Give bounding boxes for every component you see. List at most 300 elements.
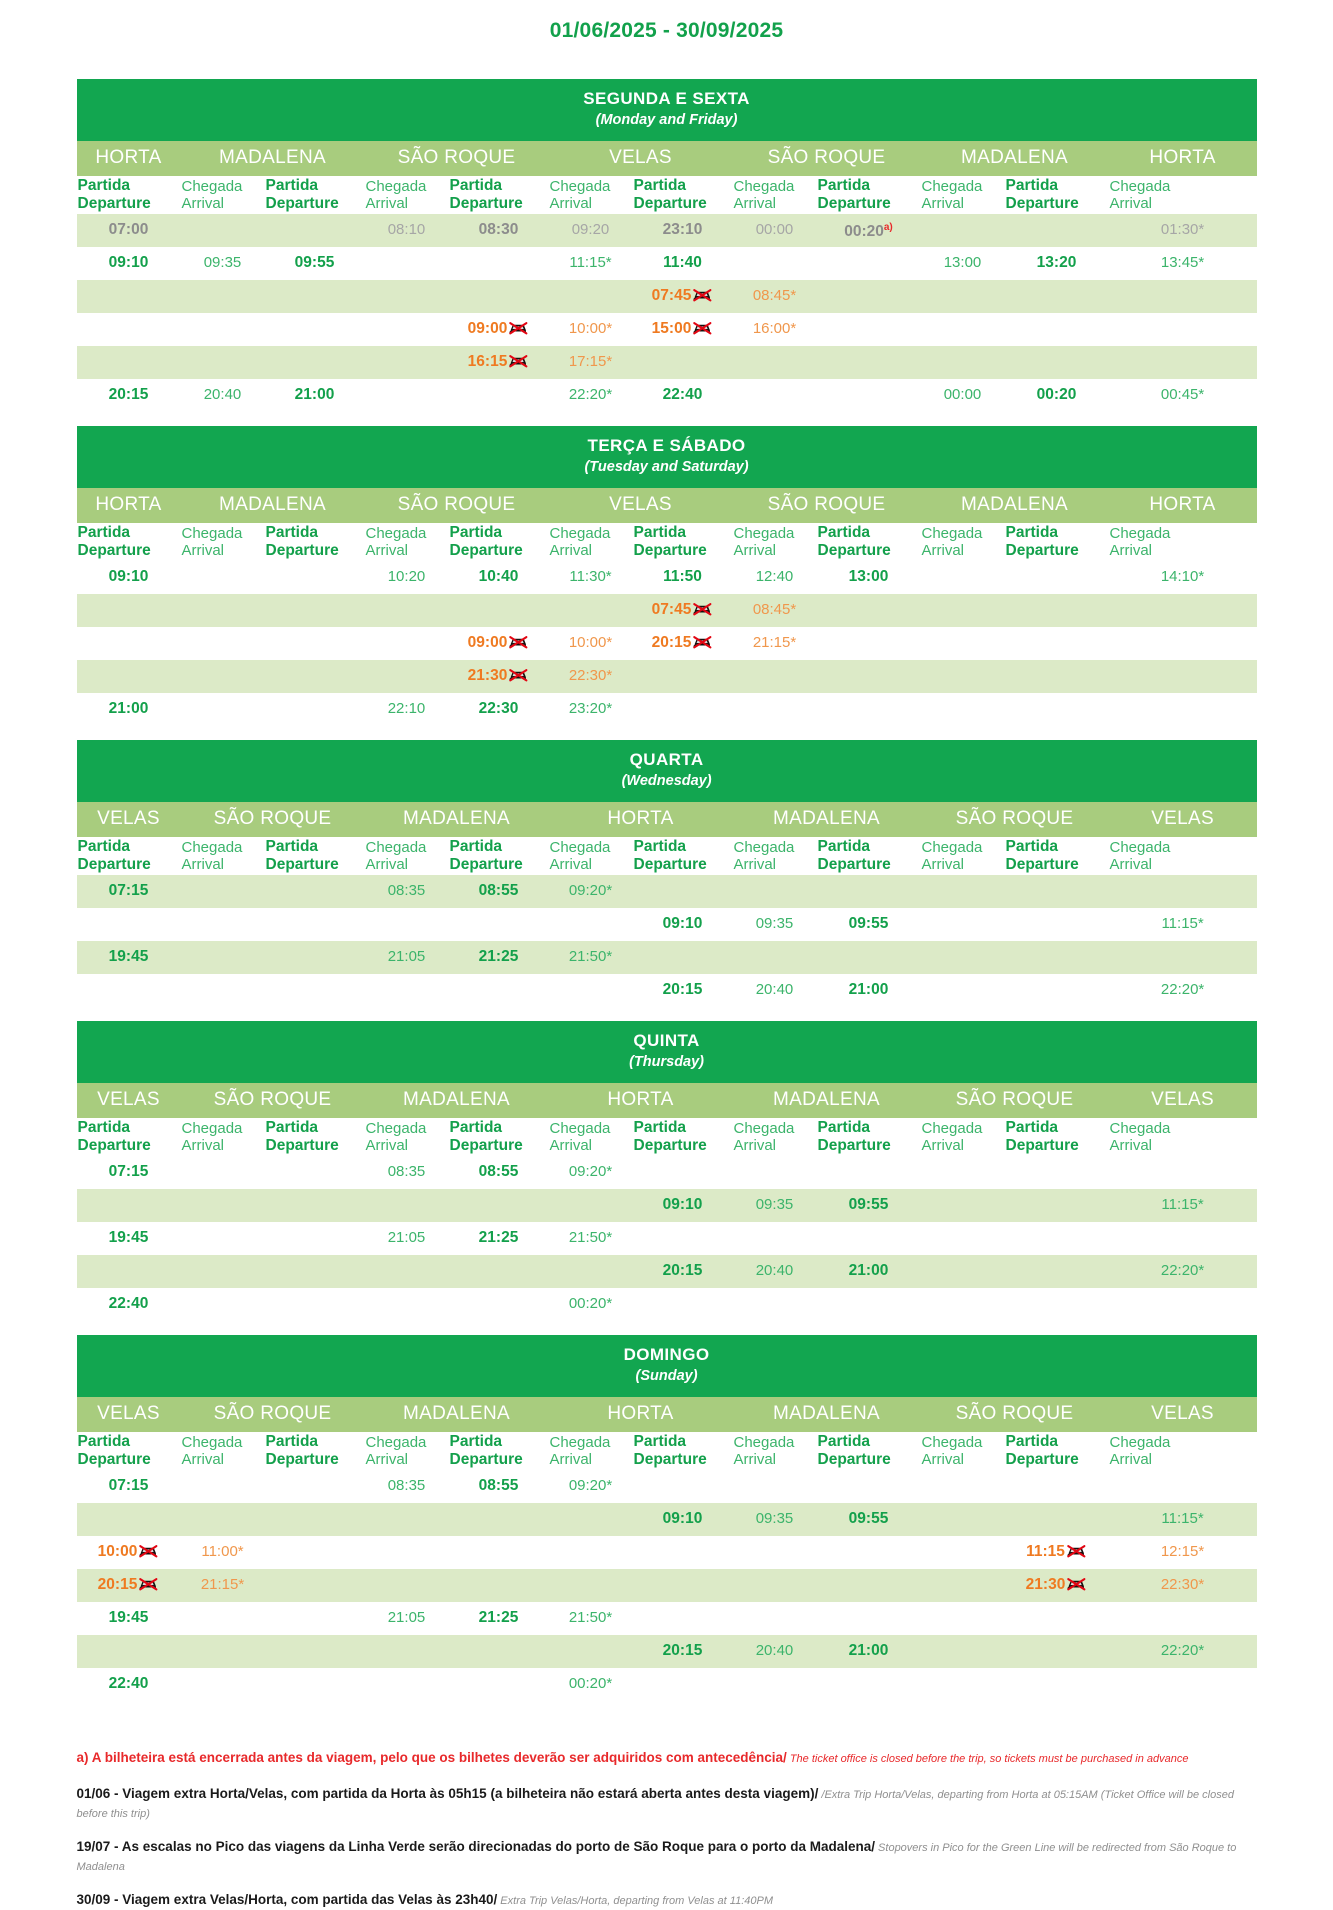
departure-time: 07:15 [108, 882, 149, 899]
day-header-row [77, 1335, 1257, 1397]
departure-time: 20:15 [97, 1576, 138, 1593]
timetable-cell [817, 1470, 921, 1503]
timetable-cell [181, 280, 265, 313]
timetable-cell [1005, 313, 1109, 346]
timetable-cell [77, 1602, 181, 1635]
timetable-row [77, 974, 1257, 1007]
arrival-time: 13:00 [943, 254, 982, 271]
timetable-cell [633, 1503, 733, 1536]
timetable-cell [817, 875, 921, 908]
footnote-3 [77, 1838, 1257, 1876]
timetable-cell [733, 280, 817, 313]
departure-time: 21:00 [848, 1642, 889, 1659]
footnote-1 [77, 1749, 1257, 1768]
arrival-time: 21:15* [752, 634, 797, 651]
footnote-text-pt: 30/09 - Viagem extra Velas/Horta, com partida das Velas às 23h40/ [76, 1892, 498, 1907]
timetable-cell [817, 1222, 921, 1255]
footnotes [77, 1715, 1257, 1910]
day-header-row [77, 426, 1257, 488]
departure-time: 09:10 [108, 568, 149, 585]
timetable-cell [1109, 1503, 1257, 1536]
timetable-cell [1109, 379, 1257, 412]
arrival-time: 22:10 [387, 700, 426, 717]
timetable-cell [633, 594, 733, 627]
subheader-departure-11: Partida Departure [1005, 1433, 1079, 1468]
arrival-time: 09:35 [755, 1196, 794, 1213]
subheader-arrival-4: Chegada Arrival [365, 525, 427, 559]
timetable-cell [733, 627, 817, 660]
port-header-7: HORTA [1109, 488, 1257, 523]
timetable-cell [449, 280, 549, 313]
timetable-cell [633, 561, 733, 594]
subheader-departure-11: Partida Departure [1005, 838, 1079, 873]
no-car-icon [1066, 1577, 1087, 1591]
timetable-cell [921, 1569, 1005, 1602]
port-header-2: MADALENA [181, 488, 365, 523]
timetable-cell [365, 1288, 449, 1321]
port-header-4: VELAS [549, 141, 733, 176]
subheader-departure-5: Partida Departure [449, 838, 523, 873]
timetable-cell [733, 1668, 817, 1701]
subheader-arrival-6: Chegada Arrival [549, 1120, 611, 1154]
timetable-cell [817, 280, 921, 313]
port-header-6: SÃO ROQUE [921, 802, 1109, 837]
timetable-cell [1109, 1536, 1257, 1569]
timetable-cell [817, 908, 921, 941]
timetable-cell [921, 313, 1005, 346]
timetable-cell [733, 1189, 817, 1222]
timetable-cell [633, 280, 733, 313]
departure-time: 21:25 [478, 948, 519, 965]
port-header-5: MADALENA [733, 802, 921, 837]
subheader-arrival-6: Chegada Arrival [549, 178, 611, 212]
timetable-quinta [77, 1021, 1257, 1321]
arrival-time: 11:15* [1161, 1196, 1204, 1213]
timetable-cell [921, 280, 1005, 313]
departure-time: 09:55 [848, 1510, 889, 1527]
subheader-row [77, 1118, 1257, 1156]
timetable-cell [817, 627, 921, 660]
arrival-time: 09:20* [568, 1477, 613, 1494]
timetable-cell [733, 1569, 817, 1602]
timetable-cell [817, 941, 921, 974]
subheader-arrival-8: Chegada Arrival [733, 1120, 795, 1154]
timetable-cell [633, 1189, 733, 1222]
timetable-cell [549, 875, 633, 908]
timetable-cell [733, 1635, 817, 1668]
timetable-cell [1005, 561, 1109, 594]
footnote-2 [77, 1785, 1257, 1823]
port-header-row [77, 488, 1257, 523]
arrival-time: 08:35 [387, 882, 426, 899]
timetable-cell [77, 1536, 181, 1569]
timetable-cell [265, 214, 365, 247]
departure-time: 23:10 [662, 221, 703, 238]
timetable-cell [365, 1255, 449, 1288]
timetable-cell [449, 627, 549, 660]
arrival-time: 21:50* [568, 948, 613, 965]
timetable-cell [733, 660, 817, 693]
day-name-en: (Sunday) [635, 1368, 698, 1384]
timetable-cell [365, 908, 449, 941]
port-header-3: SÃO ROQUE [365, 141, 549, 176]
timetable-cell [921, 247, 1005, 280]
timetable-cell [921, 974, 1005, 1007]
timetable-cell [817, 379, 921, 412]
timetable-cell [733, 313, 817, 346]
port-header-2: SÃO ROQUE [181, 1397, 365, 1432]
timetable-cell [449, 941, 549, 974]
subheader-arrival-2: Chegada Arrival [181, 1434, 243, 1468]
timetable-domingo [77, 1335, 1257, 1701]
subheader-departure-7: Partida Departure [633, 1119, 707, 1154]
footnote-text-pt: 19/07 - As escalas no Pico das viagens da Linha Verde serão direcionadas do porto de São Roque para o porto da Madalena/ [76, 1839, 875, 1854]
no-car-icon [138, 1577, 159, 1591]
timetable-cell [549, 280, 633, 313]
timetable-cell [1109, 1569, 1257, 1602]
timetable-cell [365, 313, 449, 346]
arrival-time: 21:05 [387, 1609, 426, 1626]
timetable-cell [77, 561, 181, 594]
arrival-time: 22:20* [1160, 1262, 1205, 1279]
port-header-1: VELAS [77, 1083, 181, 1118]
arrival-time: 09:20* [568, 1163, 613, 1180]
arrival-time: 16:00* [752, 320, 797, 337]
timetable-cell [733, 1536, 817, 1569]
departure-time: 09:55 [848, 915, 889, 932]
timetable-row [77, 1635, 1257, 1668]
timetable-cell [449, 214, 549, 247]
arrival-time: 21:15* [200, 1576, 245, 1593]
subheader-departure-3: Partida Departure [265, 177, 339, 212]
departure-time: 22:40 [108, 1295, 149, 1312]
timetable-cell [77, 594, 181, 627]
arrival-time: 11:30* [569, 568, 612, 585]
departure-time: 09:55 [294, 254, 335, 271]
day-header-cell [77, 79, 1257, 141]
timetable-cell [449, 1222, 549, 1255]
timetable-cell [181, 1288, 265, 1321]
timetable-cell [633, 693, 733, 726]
arrival-time: 08:45* [752, 287, 797, 304]
subheader-departure-1: Partida Departure [77, 1119, 151, 1154]
timetable-cell [265, 346, 365, 379]
day-header-row [77, 79, 1257, 141]
timetable-cell [1005, 1470, 1109, 1503]
subheader-departure-1: Partida Departure [77, 524, 151, 559]
arrival-time: 00:20* [568, 1295, 613, 1312]
footnote-text-en: The ticket office is closed before the trip, so tickets must be purchased in advance [786, 1753, 1189, 1765]
timetable-cell [181, 1189, 265, 1222]
timetable-cell [633, 214, 733, 247]
arrival-time: 22:20* [1160, 981, 1205, 998]
timetable-cell [449, 660, 549, 693]
timetable-cell [265, 313, 365, 346]
timetable-cell [549, 1156, 633, 1189]
arrival-time: 00:45* [1160, 386, 1205, 403]
timetable-cell [633, 1569, 733, 1602]
port-header-row [77, 1397, 1257, 1432]
timetable-cell [449, 346, 549, 379]
arrival-time: 22:30* [1160, 1576, 1205, 1593]
timetable-row [77, 379, 1257, 412]
footnote-text-pt: a) A bilheteira está encerrada antes da viagem, pelo que os bilhetes deverão ser adquiridos com antecedência/ [76, 1750, 787, 1765]
timetable-cell [921, 561, 1005, 594]
subheader-arrival-12: Chegada Arrival [1109, 178, 1171, 212]
port-header-7: VELAS [1109, 802, 1257, 837]
timetable-cell [181, 214, 265, 247]
subheader-departure-9: Partida Departure [817, 1119, 891, 1154]
timetable-cell [1005, 1503, 1109, 1536]
timetable-cell [817, 974, 921, 1007]
timetable-cell [181, 627, 265, 660]
port-header-3: SÃO ROQUE [365, 488, 549, 523]
timetable-cell [549, 1503, 633, 1536]
timetable-cell [365, 1635, 449, 1668]
period-title: 01/06/2025 - 30/09/2025 [549, 19, 784, 42]
timetable-cell [633, 1536, 733, 1569]
timetable-cell [633, 1668, 733, 1701]
timetable-cell [77, 627, 181, 660]
subheader-arrival-10: Chegada Arrival [921, 839, 983, 873]
departure-time: 09:10 [662, 1510, 703, 1527]
subheader-row [77, 837, 1257, 875]
timetable-cell [77, 346, 181, 379]
timetable-cell [365, 941, 449, 974]
footnote-marker: a) [883, 222, 893, 233]
timetable-row [77, 346, 1257, 379]
timetable-cell [1109, 280, 1257, 313]
timetable-cell [1109, 1222, 1257, 1255]
no-car-icon [508, 321, 529, 335]
timetable-cell [733, 247, 817, 280]
subheader-departure-7: Partida Departure [633, 1433, 707, 1468]
timetable-cell [633, 908, 733, 941]
timetable-row [77, 1470, 1257, 1503]
timetable-cell [921, 693, 1005, 726]
timetable-cell [181, 875, 265, 908]
timetable-cell [817, 1255, 921, 1288]
day-name-pt: DOMINGO [623, 1345, 710, 1364]
arrival-time: 12:40 [755, 568, 794, 585]
timetable-row [77, 660, 1257, 693]
port-header-2: SÃO ROQUE [181, 1083, 365, 1118]
timetable-cell [633, 313, 733, 346]
port-header-2: MADALENA [181, 141, 365, 176]
departure-time: 09:00 [467, 320, 508, 337]
subheader-arrival-2: Chegada Arrival [181, 178, 243, 212]
timetable-cell [633, 1635, 733, 1668]
departure-time: 21:25 [478, 1609, 519, 1626]
timetable-cell [921, 1255, 1005, 1288]
departure-time: 08:55 [478, 1477, 519, 1494]
subheader-departure-7: Partida Departure [633, 838, 707, 873]
timetable-cell [633, 875, 733, 908]
arrival-time: 20:40 [755, 981, 794, 998]
timetable-cell [549, 1189, 633, 1222]
subheader-arrival-12: Chegada Arrival [1109, 839, 1171, 873]
departure-time: 20:15 [662, 1262, 703, 1279]
departure-time: 21:30 [467, 667, 508, 684]
timetable-cell [817, 1536, 921, 1569]
departure-time: 22:40 [662, 386, 703, 403]
timetable-cell [265, 1635, 365, 1668]
arrival-time: 10:00* [568, 634, 613, 651]
timetable-cell [77, 660, 181, 693]
table-spacer [77, 726, 1257, 740]
timetable-cell [77, 1569, 181, 1602]
table-spacer [77, 1701, 1257, 1715]
arrival-time: 13:45* [1160, 254, 1205, 271]
timetable-cell [921, 379, 1005, 412]
timetable-cell [921, 1602, 1005, 1635]
day-name-en: (Wednesday) [621, 773, 712, 789]
timetable-cell [1109, 1255, 1257, 1288]
port-header-1: HORTA [77, 141, 181, 176]
arrival-time: 09:35 [755, 915, 794, 932]
timetable-cell [1109, 1288, 1257, 1321]
subheader-arrival-2: Chegada Arrival [181, 839, 243, 873]
timetable-cell [733, 1470, 817, 1503]
timetable-cell [265, 1189, 365, 1222]
timetable-quarta [77, 740, 1257, 1007]
timetable-cell [921, 1288, 1005, 1321]
timetable-cell [265, 1156, 365, 1189]
departure-time: 09:10 [108, 254, 149, 271]
timetable-row [77, 1668, 1257, 1701]
departure-time: 19:45 [108, 948, 149, 965]
arrival-time: 00:00 [755, 221, 794, 238]
port-header-1: VELAS [77, 1397, 181, 1432]
no-car-icon [1066, 1544, 1087, 1558]
arrival-time: 22:20* [568, 386, 613, 403]
port-header-3: MADALENA [365, 1083, 549, 1118]
timetable-cell [77, 1189, 181, 1222]
timetable-row [77, 313, 1257, 346]
timetable-cell [449, 313, 549, 346]
timetable-cell [181, 1255, 265, 1288]
timetable-cell [77, 875, 181, 908]
timetable-cell [265, 1470, 365, 1503]
arrival-time: 21:05 [387, 1229, 426, 1246]
departure-time: 11:50 [663, 568, 702, 585]
subheader-arrival-4: Chegada Arrival [365, 178, 427, 212]
timetable-cell [181, 1668, 265, 1701]
timetable-cell [1109, 1602, 1257, 1635]
port-header-4: VELAS [549, 488, 733, 523]
port-header-4: HORTA [549, 802, 733, 837]
timetable-cell [449, 1503, 549, 1536]
timetable-cell [449, 1255, 549, 1288]
timetable-cell [549, 313, 633, 346]
timetable-cell [365, 660, 449, 693]
timetable-cell [817, 1503, 921, 1536]
timetable-cell [265, 1222, 365, 1255]
timetable-cell [817, 594, 921, 627]
port-header-4: HORTA [549, 1083, 733, 1118]
departure-time: 07:15 [108, 1163, 149, 1180]
timetable-cell [921, 1470, 1005, 1503]
timetable-cell [817, 561, 921, 594]
timetable-cell [733, 214, 817, 247]
arrival-time: 17:15* [568, 353, 613, 370]
timetable-cell [181, 693, 265, 726]
timetable-row [77, 1602, 1257, 1635]
timetable-cell [181, 1222, 265, 1255]
departure-time: 07:00 [108, 221, 149, 238]
timetable-cell [365, 1156, 449, 1189]
subheader-arrival-2: Chegada Arrival [181, 1120, 243, 1154]
departure-time: 20:15 [662, 981, 703, 998]
port-header-row [77, 141, 1257, 176]
no-car-icon [508, 668, 529, 682]
timetable-cell [633, 974, 733, 1007]
timetable-cell [365, 1536, 449, 1569]
footnote-4 [77, 1891, 1257, 1910]
timetable-cell [549, 561, 633, 594]
timetable-cell [1005, 247, 1109, 280]
timetable-cell [1005, 1569, 1109, 1602]
departure-time: 11:15 [1026, 1543, 1065, 1560]
timetable-cell [77, 908, 181, 941]
timetable-cell [921, 1668, 1005, 1701]
departure-time: 21:00 [108, 700, 149, 717]
timetable-cell [549, 346, 633, 379]
timetable-cell [733, 1602, 817, 1635]
timetable-row [77, 1503, 1257, 1536]
no-car-icon [692, 602, 713, 616]
timetable-cell [449, 594, 549, 627]
timetable-segunda-e-sexta [77, 79, 1257, 412]
timetable-cell [1005, 693, 1109, 726]
timetable-cell [817, 1156, 921, 1189]
departure-time: 15:00 [651, 320, 692, 337]
timetable-cell [365, 1222, 449, 1255]
timetable-cell [77, 247, 181, 280]
subheader-departure-11: Partida Departure [1005, 177, 1079, 212]
timetable-cell [265, 1668, 365, 1701]
subheader-arrival-12: Chegada Arrival [1109, 525, 1171, 559]
timetable-cell [181, 1503, 265, 1536]
arrival-time: 08:35 [387, 1477, 426, 1494]
timetable-cell [1109, 660, 1257, 693]
timetable-cell [181, 247, 265, 280]
timetable-cell [817, 693, 921, 726]
subheader-departure-3: Partida Departure [265, 838, 339, 873]
timetable-cell [77, 974, 181, 1007]
footnote-text-en: Stopovers in Pico for the Green Line will be redirected from São Roque to Madalena [76, 1842, 1237, 1873]
timetable-cell [921, 1503, 1005, 1536]
timetable-cell [365, 346, 449, 379]
timetable-cell [365, 1602, 449, 1635]
timetable-cell [921, 1156, 1005, 1189]
timetable-cell [449, 693, 549, 726]
timetable-cell [549, 1569, 633, 1602]
arrival-time: 08:10 [387, 221, 426, 238]
timetable-cell [365, 974, 449, 1007]
timetable-cell [1005, 1536, 1109, 1569]
timetable-cell [733, 974, 817, 1007]
timetable-row [77, 627, 1257, 660]
timetable-cell [181, 974, 265, 1007]
departure-time: 00:20 [844, 223, 884, 240]
timetable-cell [449, 1288, 549, 1321]
timetable-cell [733, 1156, 817, 1189]
departure-time: 21:00 [294, 386, 335, 403]
timetable-cell [549, 1470, 633, 1503]
timetable-cell [1109, 693, 1257, 726]
departure-time: 20:15 [108, 386, 149, 403]
